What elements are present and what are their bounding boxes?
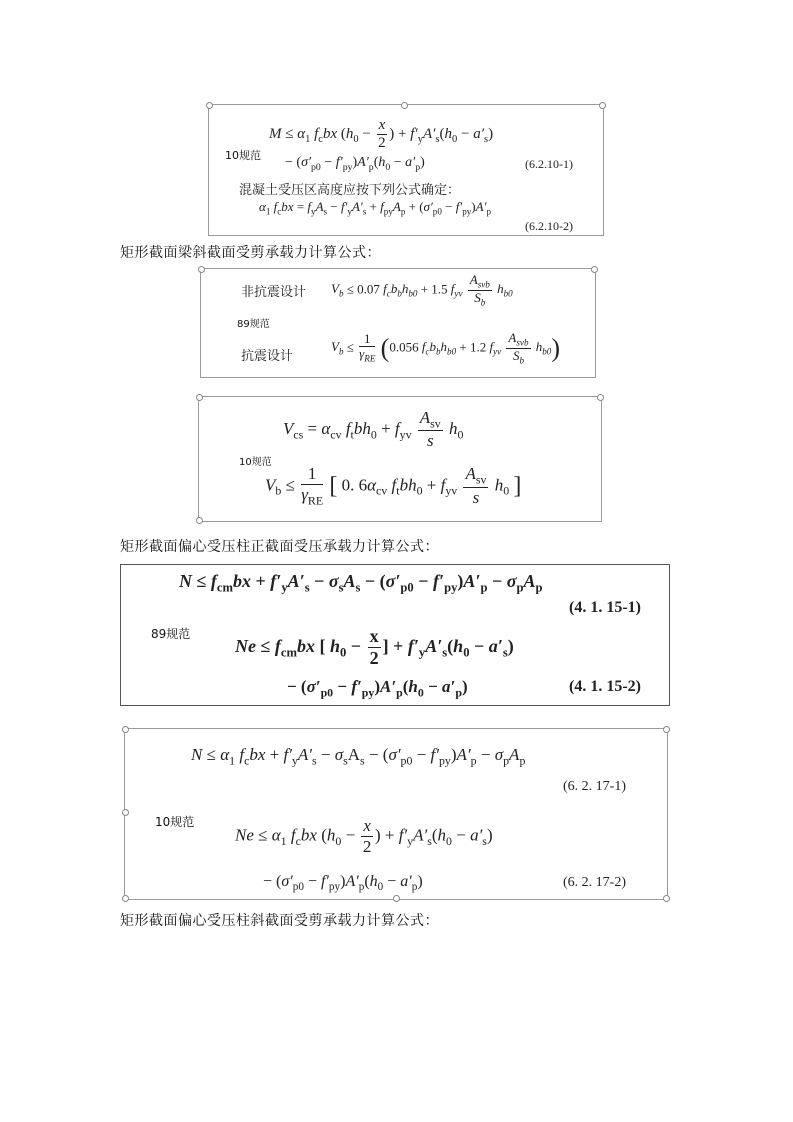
equation-6-2-17-2-line1: $Ne \le \alpha_1$ $f_cbx$ ($h_0$ − $\frac{x}{2}$ ) + $f'_yA'_s(h_0 - a'_s)$ (235, 816, 493, 856)
equation-4-1-15-1: $N \le f_{cm}bx + f'_yA'_s - \sigma_sA_s - (\sigma'_{p0} - f'_{py})A'_p - \sigma_pA_p$ (179, 571, 543, 595)
equation-number: (6.2.10-2) (525, 219, 573, 233)
formula-box-4 (120, 564, 670, 706)
box-text-line: 混凝土受压区高度应按下列公式确定： (239, 183, 461, 198)
equation-beam-shear-seismic: $V_b$ ≤ $\frac{1}{\gamma_{RE}}$ (0.056 $f_cb_bh_{b0} + 1.2$ $f_{yv}$ $\frac{A_{svb}}{S_b}$ $h_{b0}$) (331, 330, 561, 366)
standard-note: 10规范 (239, 457, 272, 468)
standard-note: 89规范 (237, 319, 270, 330)
equation-number: (6.2.10-1) (525, 157, 573, 171)
section-heading: 矩形截面偏心受压柱斜截面受剪承载力计算公式： (120, 913, 439, 929)
equation-number: (4. 1. 15-1) (569, 599, 641, 616)
formula-box-2 (200, 268, 596, 378)
equation-vb-seismic: $V_b$ ≤ $\frac{1}{\gamma_{RE}}$ [ 0. $6\alpha_{cv}$ $f_tbh_0 + f_{yv}$ $\frac{A_{sv}}{s}$ $h_0$ ] (265, 464, 522, 508)
equation-number: (4. 1. 15-2) (569, 678, 641, 695)
equation-number: (6. 2. 17-1) (563, 779, 626, 794)
formula-box-3 (198, 396, 602, 522)
equation-6-2-17-1: $N \le \alpha_1$ $f_cbx + f'_yA'_s - \sigma_sA_s - (\sigma'_{p0} - f'_{py})A'_p - \sigma_pA_p$ (191, 745, 526, 768)
equation-beam-shear-nonseismic: $V_b \le 0.07$ $f_cb_bh_{b0} + 1.5$ $f_{yv}$ $\frac{A_{svb}}{S_b}$ $h_{b0}$ (331, 272, 513, 308)
formula-box-1 (208, 104, 604, 236)
equation-4-1-15-2-line2: − $(\sigma'_{p0} - f'_{py})A'_p(h_0 - a'_p)$ (287, 677, 468, 700)
equation-number: (6. 2. 17-2) (563, 875, 626, 890)
equation-6-2-10-1-line1: $M \le \alpha_1$ $f_cbx$ ($h_0$ − $\frac{x}{2}$ ) + $f'_yA'_s(h_0 - a'_s)$ (269, 117, 494, 151)
equation-6-2-10-2: $\alpha_1$ $f_cbx = f_yA_s - f'_yA'_s + f_{py}A_p + (\sigma'_{p0} - f'_{py})A'_p$ (259, 199, 491, 217)
standard-note: 10规范 (155, 815, 195, 829)
equation-vcs: $V_{cs} = \alpha_{cv}$ $f_tbh_0 + f_{yv}$ $\frac{A_{sv}}{s}$ $h_0$ (283, 408, 464, 451)
standard-note: 89规范 (151, 627, 191, 641)
formula-box-5 (124, 728, 668, 900)
equation-6-2-17-2-line2: − $(\sigma'_{p0} - f'_{py})A'_p(h_0 - a'_p)$ (263, 873, 423, 894)
equation-4-1-15-2-line1: $Ne \le f_{cm}bx$ [ $h_0$ − $\frac{x}{2}$ ] + $f'_yA'_s(h_0 - a'_s)$ (235, 626, 514, 668)
section-heading: 矩形截面偏心受压柱正截面受压承载力计算公式： (120, 539, 439, 555)
equation-6-2-10-1-line2: − $(\sigma'_{p0} - f'_{py})A'_p(h_0 - a'_p)$ (285, 155, 425, 173)
section-heading: 矩形截面梁斜截面受剪承载力计算公式： (120, 245, 381, 261)
standard-note: 10规范 (225, 149, 261, 162)
label-seismic: 抗震设计 (241, 349, 294, 364)
label-nonseismic: 非抗震设计 (241, 285, 307, 300)
